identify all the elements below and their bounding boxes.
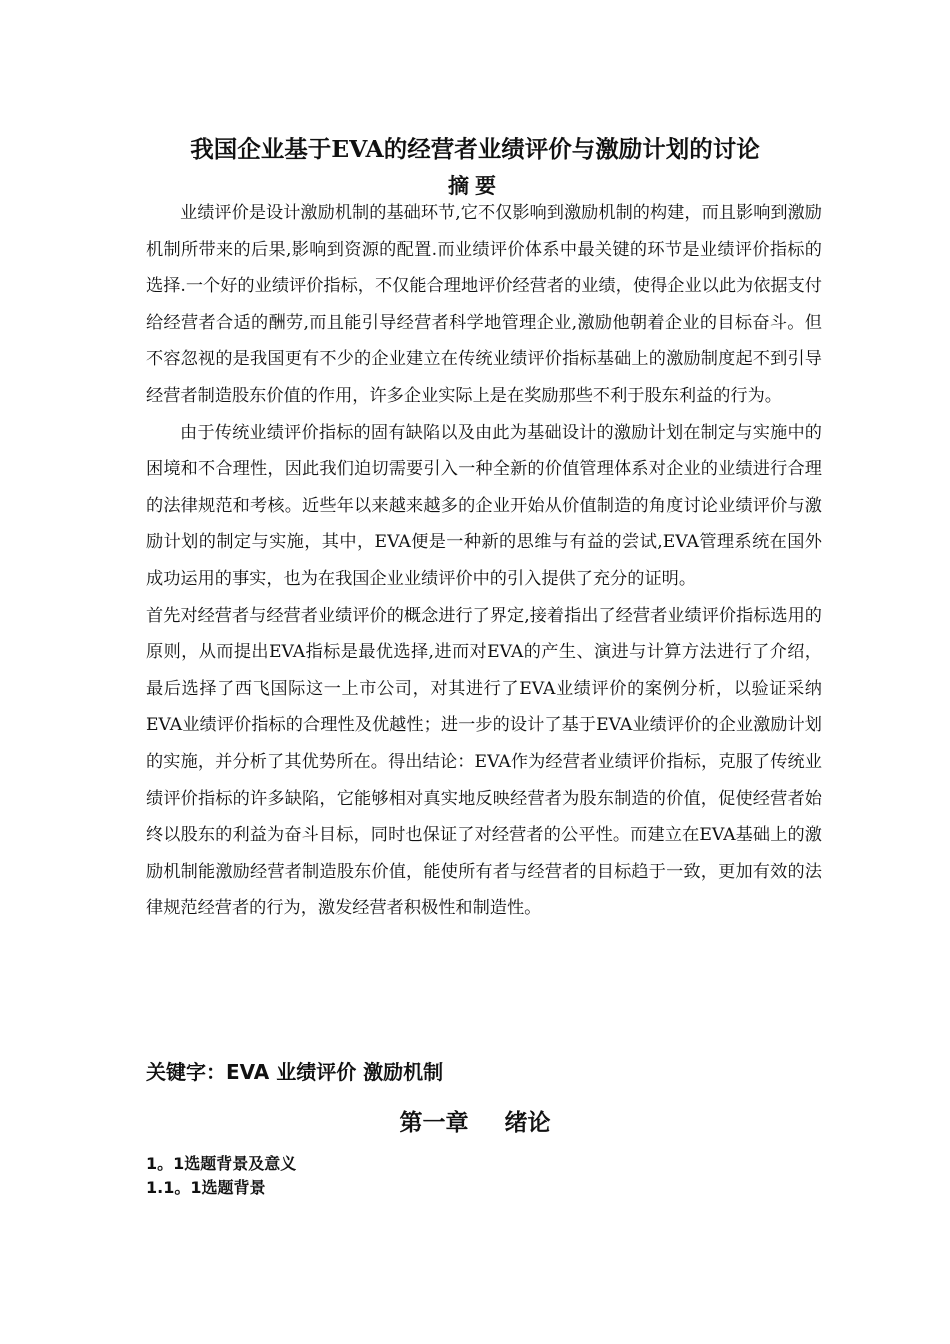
abstract-body — [146, 195, 822, 927]
chapter-heading — [150, 1106, 800, 1140]
keywords-line: 关键字：EVA 业绩评价 激励机制 — [146, 1060, 444, 1084]
section-heading-1-1: 1。1选题背景及意义 — [146, 1154, 297, 1173]
document-title: 我国企业基于EVA的经营者业绩评价与激励计划的讨论 — [190, 135, 760, 163]
abstract-paragraph-3: 首先对经营者与经营者业绩评价的概念进行了界定,接着指出了经营者业绩评价指标选用的原则，从而提出EVA指标是最优选择,进而对EVA的产生、演进与计算方法进行了介绍，最后选择了西飞国际这一上市公司，对其进行了EVA业绩评价的案例分析，以验证采纳EVA业绩评价指标的合理性及优越性；进一步的设计了基于EVA业绩评价的企业激励计划的实施，并分析了其优势所在。得出结论：EVA作为经营者业绩评价指标，克服了传统业绩评价指标的许多缺陷，它能够相对真实地反映经营者为股东制造的价值，促使经营者始终以股东的利益为奋斗目标，同时也保证了对经营者的公平性。而建立在EVA基础上的激励机制能激励经营者制造股东价值，能使所有者与经营者的目标趋于一致，更加有效的法律规范经营者的行为，激发经营者积极性和制造性。 — [146, 605, 822, 919]
abstract-heading: 摘要 — [448, 173, 502, 198]
chapter-title: 绪论 — [504, 1110, 551, 1136]
section-heading-1-1-1: 1.1。1选题背景 — [146, 1178, 266, 1197]
abstract-paragraph-1: 业绩评价是设计激励机制的基础环节,它不仅影响到激励机制的构建，而且影响到激励机制所带来的后果,影响到资源的配置.而业绩评价体系中最关键的环节是业绩评价指标的选择.一个好的业绩评价指标，不仅能合理地评价经营者的业绩，使得企业以此为依据支付给经营者合适的酬劳,而且能引导经营者科学地管理企业,激励他朝着企业的目标奋斗。但不容忽视的是我国更有不少的企业建立在传统业绩评价指标基础上的激励制度起不到引导经营者制造股东价值的作用，许多企业实际上是在奖励那些不利于股东利益的行为。 — [146, 203, 822, 406]
abstract-paragraph-2: 由于传统业绩评价指标的固有缺陷以及由此为基础设计的激励计划在制定与实施中的困境和不合理性，因此我们迫切需要引入一种全新的价值管理体系对企业的业绩进行合理的法律规范和考核。近些年以来越来越多的企业开始从价值制造的角度讨论业绩评价与激励计划的制定与实施，其中，EVA便是一种新的思维与有益的尝试,EVA管理系统在国外成功运用的事实，也为在我国企业业绩评价中的引入提供了充分的证明。 — [146, 422, 822, 589]
chapter-number: 第一章 — [399, 1110, 469, 1136]
